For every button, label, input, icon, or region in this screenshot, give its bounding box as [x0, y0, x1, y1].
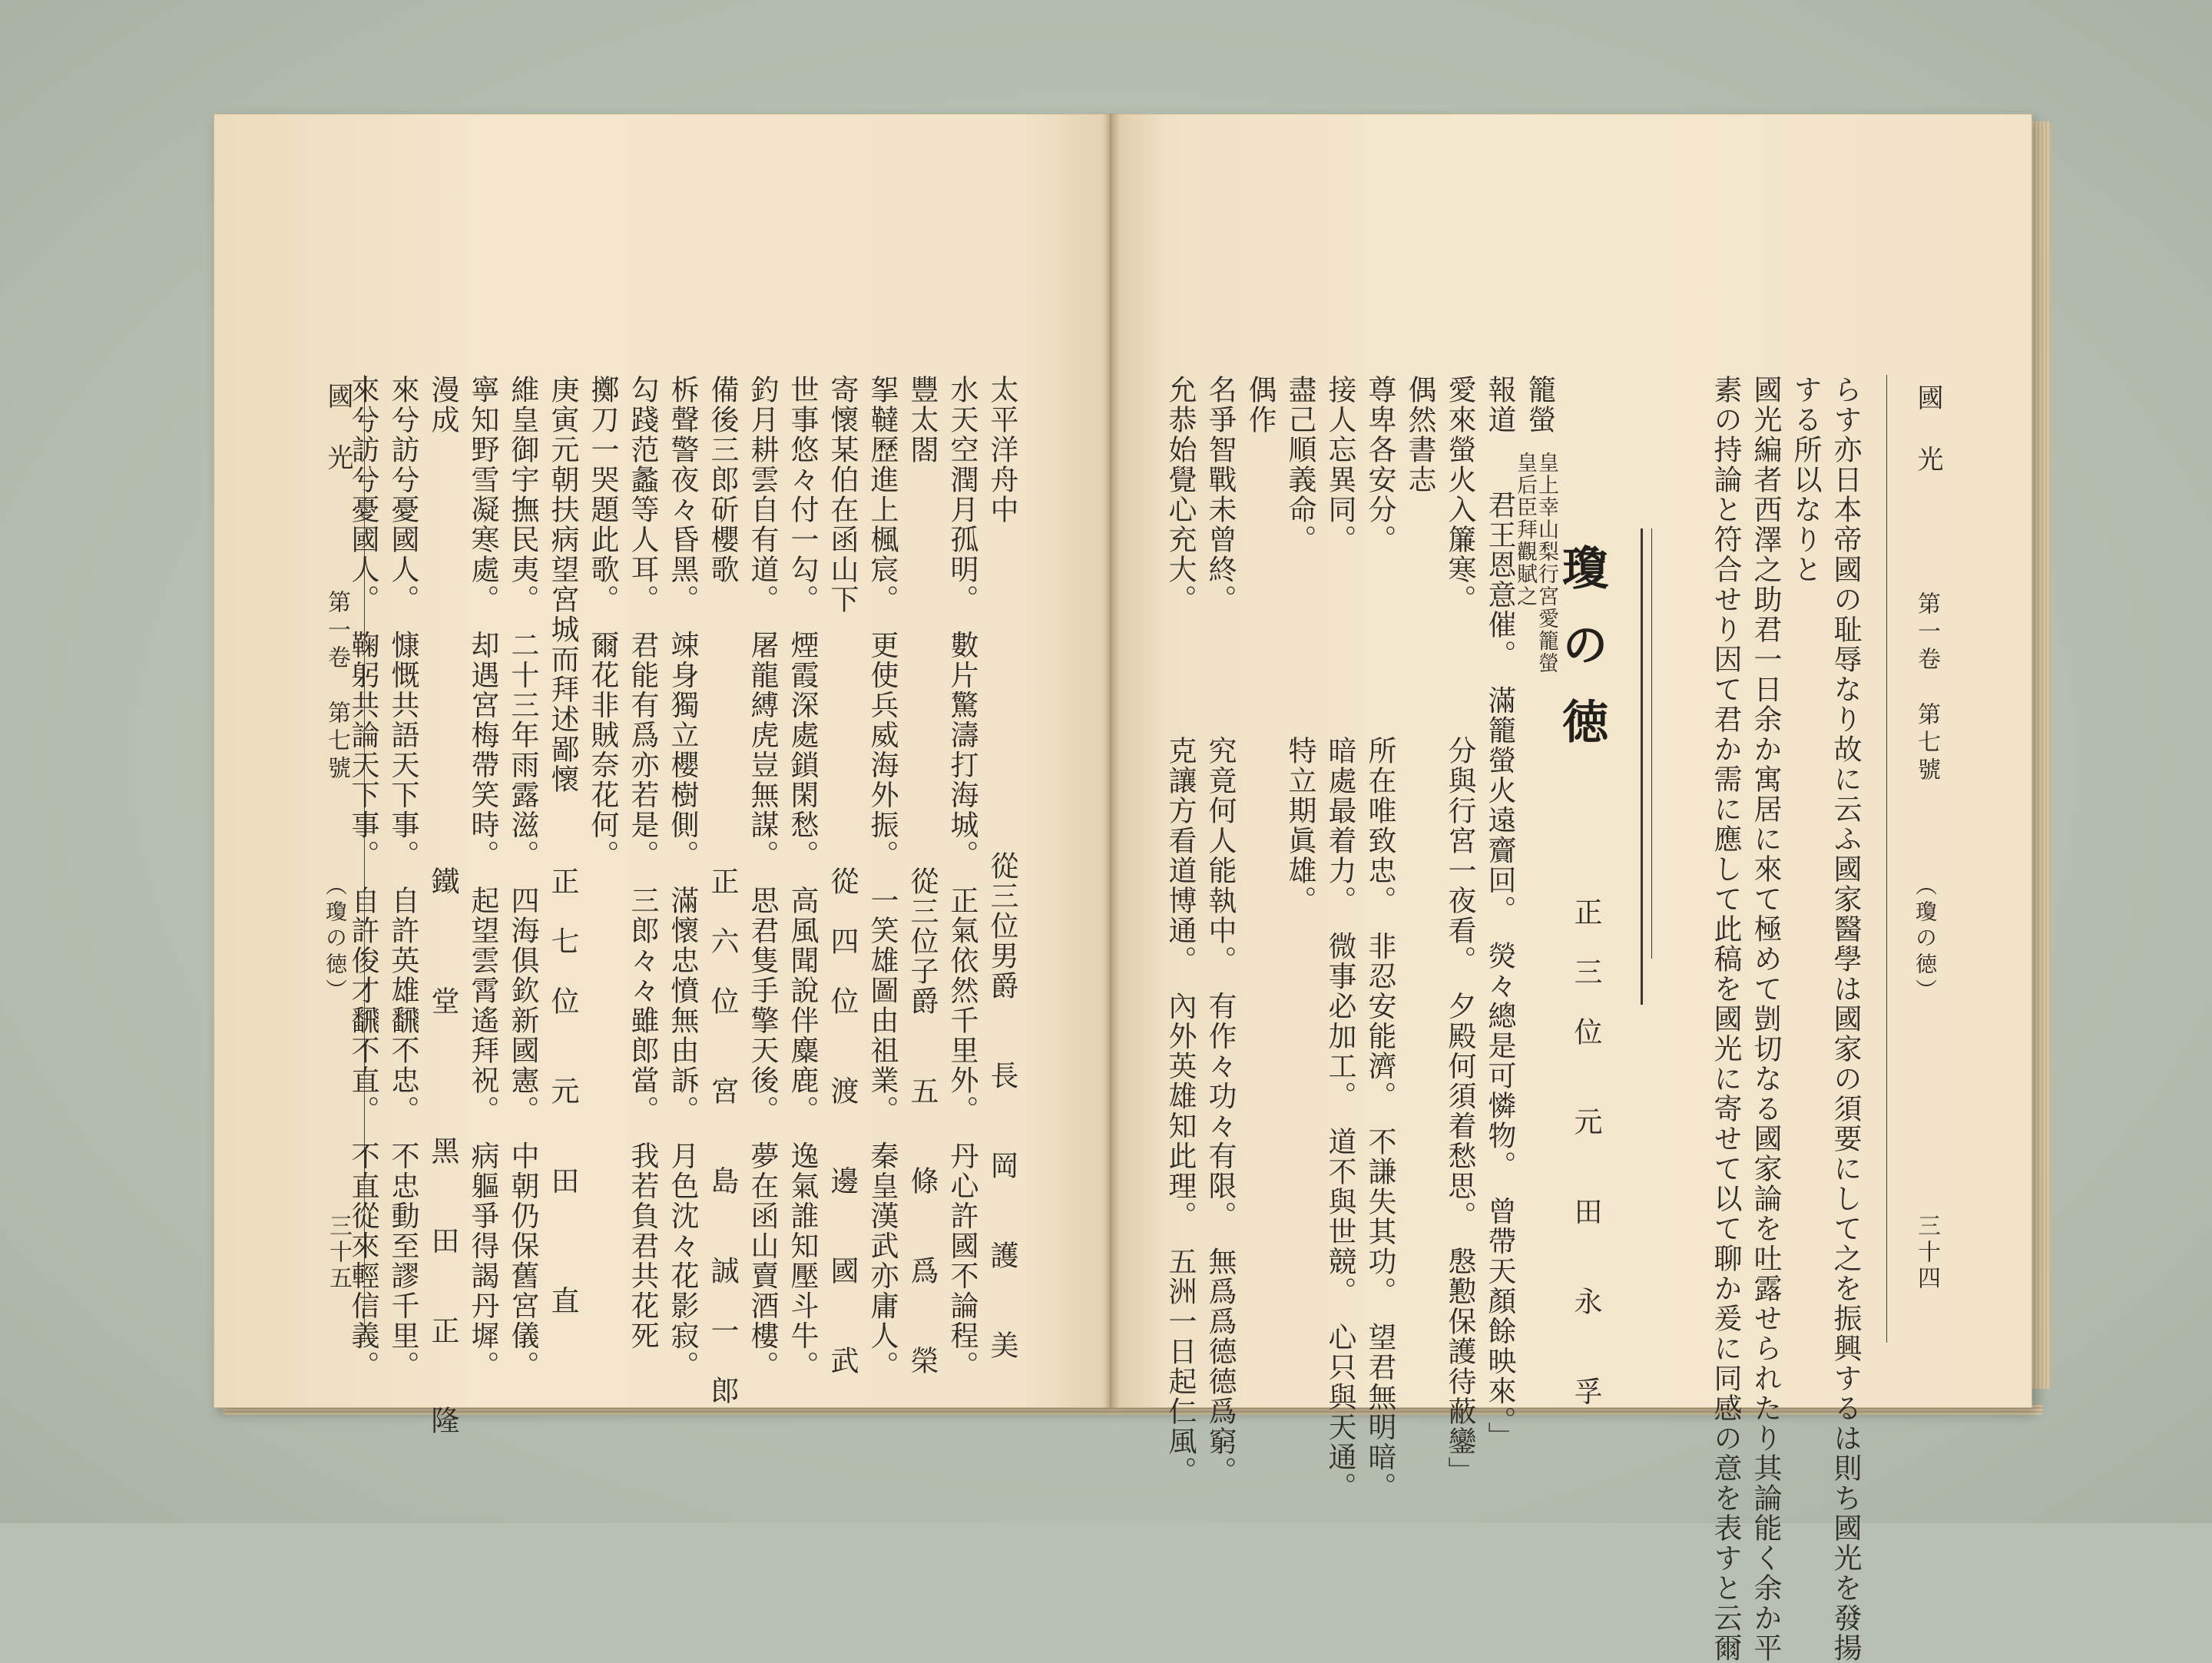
poem-body: 克讓方看道博通。 內外英雄知此理。 五洲一日起仁風。 [1164, 736, 1197, 1486]
left-page [214, 114, 1111, 1436]
poem-column-text: 庚寅元朝扶病望宮城而拜述鄙懷 [546, 375, 579, 794]
poem-lead: 愛來螢火入簾寒。 [1443, 375, 1476, 615]
intro-text-column: 素の持論と符合せり因て君か需に應して此稿を國光に寄せて以て聊か爰に同感の意を表すと云爾 [1709, 375, 1742, 1663]
journal-name-left: 國 光 [323, 383, 353, 475]
poem-body: 所在唯致忠。 非忍安能濟。 不謙失其功。 望君無明暗。 [1363, 736, 1396, 1502]
volume-label-right: 第一卷 第七號 [1913, 591, 1940, 785]
poem-column-text: 寄懷某伯在函山下 [826, 375, 859, 615]
journal-name-right: 國 光 [1912, 384, 1943, 476]
page-number-right: 三十四 [1913, 1214, 1940, 1292]
poem-column-text: 豐太閤 [906, 375, 939, 465]
poem-column-text: 來兮訪兮憂國人。 慷慨共語天下事。 自許英雄飜不忠。 不忠動至謬千里。 [386, 375, 419, 1381]
poem-author-line: 鐵 堂 黑 田 正 隆 [426, 866, 459, 1436]
poem-body: 暗處最着力。 微事必加工。 道不與世競。 心只與天通。 [1323, 736, 1356, 1502]
poem-body: 君王恩意催。 滿籠螢火遠齎回。 熒々總是可憐物。 曾帶天顏餘映來。」 [1483, 490, 1516, 1452]
poem-column-text: 釣月耕雲自有道。 屠龍縛虎豈無謀。 思君隻手擎天後。 夢在函山賣酒樓。 [746, 375, 779, 1381]
poem-author-line: 正 七 位 元 田 直 [546, 866, 579, 1316]
poem-column-text: 勾踐范蠡等人耳。 君能有爲亦若是。 三郎々々雖郎當。 我若負君共花死 [626, 375, 659, 1351]
poem-column-text: 維皇御宇撫民夷。 二十三年雨露滋。 四海俱欽新國憲。 中朝仍保舊宮儀。 [506, 375, 539, 1381]
poem-lead: 報道 [1483, 375, 1516, 435]
essay-title: 瓊の徳 [1555, 544, 1608, 774]
poem-lead: 接人忘異同。 [1323, 375, 1356, 555]
section-label-left: （瓊の徳） [323, 874, 348, 1005]
poem-lead: 盡己順義命。 [1283, 375, 1316, 555]
poem-lead: 允恭始覺心充大。 [1164, 375, 1197, 615]
poem-column-text: 來兮訪兮憂國人。 鞠躬共論天下事。 自許俊才飜不直。 不直從來輕信義。 [346, 375, 379, 1381]
poem-lead: 尊卑各安分。 [1363, 375, 1396, 555]
poem-column-text: 水天空潤月孤明。 數片驚濤打海城。 正氣依然千里外。 丹心許國不論程。 [945, 375, 979, 1381]
intro-text-column: らす亦日本帝國の耻辱なり故に云ふ國家醫學は國家の須要にして之を振興するは則ち國光を發揚 [1829, 375, 1862, 1663]
right-page [1111, 114, 2032, 1663]
poem-column-text: 柝聲警夜々昏黑。 竦身獨立櫻樹側。 滿懷忠憤無由訴。 月色沈々花影寂。 [666, 375, 699, 1381]
book-gutter [1103, 114, 1120, 1408]
title-ornament-line-2 [1651, 528, 1652, 959]
poem-body: 究竟何人能執中。 有作々功々有限。 無爲爲德德爲窮。 [1204, 736, 1237, 1486]
poem-subtitle: 皇上幸山梨行宮愛籠螢 [1535, 452, 1558, 674]
poem-subtitle-2: 皇后臣拜觀賦之 [1513, 452, 1537, 608]
page-number-left: 三十五 [325, 1214, 352, 1292]
poem-body: 特立期眞雄。 [1283, 736, 1316, 916]
header-divider-right [1886, 375, 1887, 1343]
poem-body: 分與行宮一夜看。 夕殿何須着愁思。 慇懃保護待蔽鑾」 [1443, 736, 1476, 1486]
right-text-columns [1111, 375, 1879, 1663]
title-ornament-line [1641, 528, 1643, 1005]
poem-lead: 名爭智戰未曾終。 [1204, 375, 1237, 615]
poem-author-line: 正 六 位 宮 島 誠 一 郎 [706, 866, 739, 1406]
poem-lead: 籠螢 [1523, 375, 1556, 435]
poem-column-text: 挐韃歷進上楓宸。 更使兵威海外振。 一笑雄圖由祖業。 秦皇漢武亦庸人。 [866, 375, 899, 1381]
poem-column-text: 世事悠々付一勾。 煙霞深處鎖閑愁。 高風聞說伴麋鹿。 逸氣誰知壓斗牛。 [786, 375, 819, 1381]
poem-column-text: 漫成 [426, 375, 459, 435]
poem-author-line: 從三位男爵 長 岡 護 美 [985, 851, 1018, 1360]
poem-author-line: 從三位子爵 五 條 爲 榮 [906, 866, 939, 1376]
intro-text-column: する所以なりと [1789, 375, 1822, 585]
poem-column-text: 太平洋舟中 [985, 375, 1018, 525]
intro-text-column: 國光編者西澤之助君一日余か寓居に來て極めて剴切なる國家論を吐露せられたり其論能く余か平 [1749, 375, 1782, 1663]
poem-column-text: 備後三郎斫櫻歌 [706, 375, 739, 585]
author-line: 正 三 位 元 田 永 孚 [1569, 897, 1602, 1406]
poem-lead: 偶作 [1243, 375, 1277, 435]
poem-column-text: 寧知野雪凝寒處。 却遇宮梅帶笑時。 起望雲霄遙拜祝。 病軀爭得謁丹墀。 [466, 375, 499, 1381]
poem-author-line: 從 四 位 渡 邊 國 武 [826, 866, 859, 1376]
poem-column-text: 擲刀一哭題此歌。 爾花非賊奈花何。 [586, 375, 619, 870]
section-label-right: （瓊の徳） [1912, 874, 1938, 1005]
poem-lead: 偶然書志 [1403, 375, 1436, 495]
volume-label-left: 第一卷 第七號 [323, 590, 350, 783]
left-poem-columns [214, 375, 1104, 1436]
